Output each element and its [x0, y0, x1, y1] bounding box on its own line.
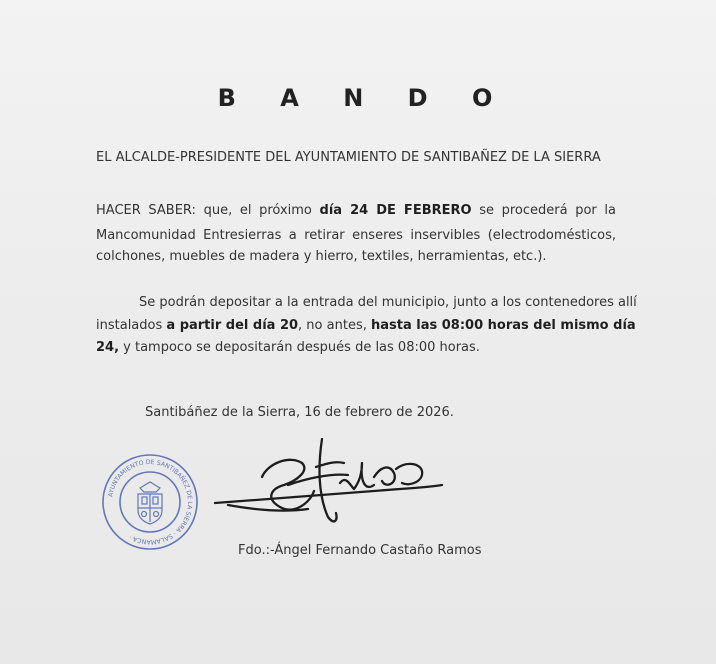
document-title: B A N D O [217, 84, 511, 112]
p2-until-bold: hasta las 08:00 horas del mismo día [370, 318, 636, 333]
p1-text-c: se procederá por la [471, 203, 616, 218]
official-stamp [100, 452, 200, 552]
paragraph-2-line-1: Se podrán depositar a la entrada del municipio, junto a los contenedores allí [139, 295, 637, 310]
date-place-line: Santibáñez de la Sierra, 16 de febrero de 2026. [145, 405, 454, 420]
signed-by-line: Fdo.:-Ángel Fernando Castaño Ramos [238, 543, 482, 558]
coat-of-arms-icon [138, 482, 162, 524]
handwritten-signature [210, 425, 445, 540]
p2-text-c: , no antes, [298, 318, 371, 333]
paragraph-1-line-1 [96, 203, 616, 218]
mayor-header: EL ALCALDE-PRESIDENTE DEL AYUNTAMIENTO DE SANTIBAÑEZ DE LA SIERRA [96, 150, 601, 165]
paragraph-1-line-2: Mancomunidad Entresierras a retirar enseres inservibles (electrodomésticos, [96, 228, 616, 243]
svg-text:AYUNTAMIENTO DE SANTIBAÑEZ DE: AYUNTAMIENTO DE SANTIBAÑEZ DE LA SIERRA · SALAMANCA · [107, 458, 194, 546]
paragraph-2-line-3 [96, 340, 480, 355]
p2-text-end: y tampoco se depositarán después de las 08:00 horas. [119, 340, 480, 355]
p2-day-bold: 24, [96, 340, 120, 355]
p2-text-a: instalados [96, 318, 167, 333]
p1-date-bold: día 24 DE FEBRERO [319, 203, 472, 218]
p2-from-date-bold: a partir del día 20 [166, 318, 299, 333]
p1-text-a: HACER SABER: que, el próximo [96, 203, 320, 218]
paragraph-2-line-2 [96, 318, 636, 333]
paragraph-1-line-3: colchones, muebles de madera y hierro, textiles, herramientas, etc.). [96, 249, 547, 264]
